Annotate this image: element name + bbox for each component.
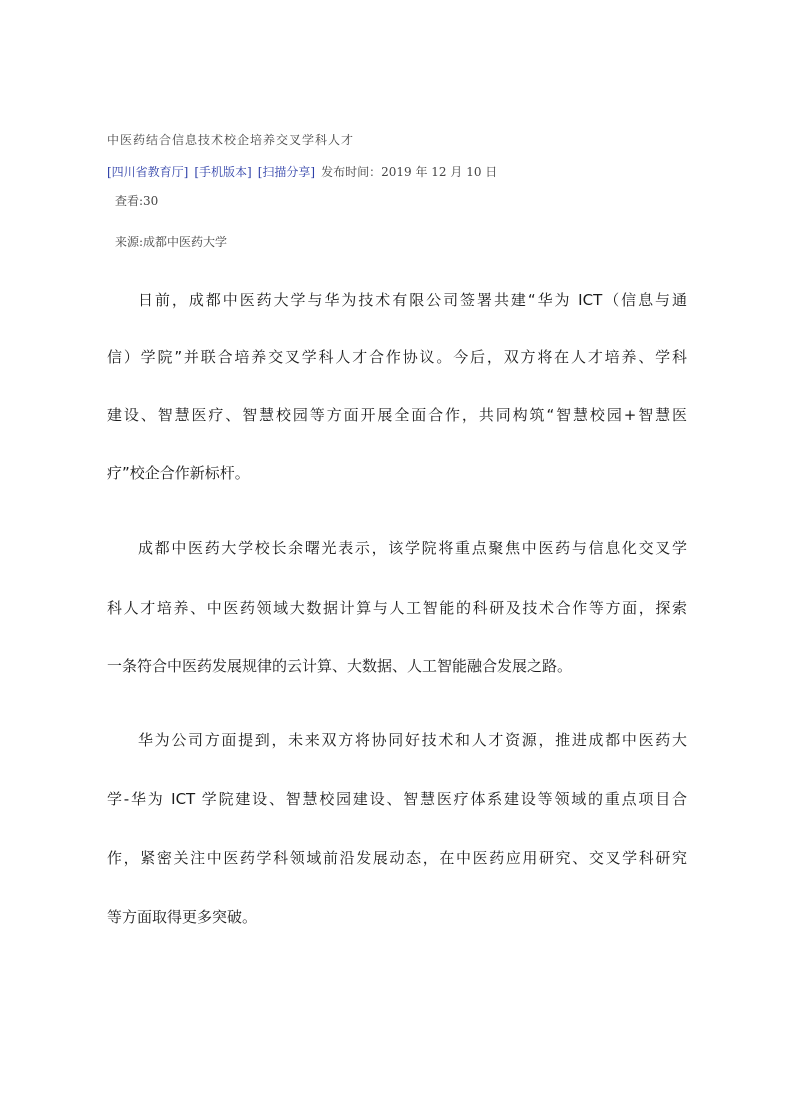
paragraph-2-line-2: 科人才培养、中医药领域大数据计算与人工智能的科研及技术合作等方面，探索 <box>107 599 687 617</box>
view-count: 查看:30 <box>115 194 159 208</box>
paragraph-3-line-3: 作，紧密关注中医药学科领域前沿发展动态，在中医药应用研究、交叉学科研究 <box>107 849 687 867</box>
article-source: 来源:成都中医药大学 <box>115 235 228 249</box>
scan-share-link[interactable]: [扫描分享] <box>257 165 316 179</box>
paragraph-3-line-2: 学-华为 ICT 学院建设、智慧校园建设、智慧医疗体系建设等领域的重点项目合 <box>107 790 687 808</box>
paragraph-1-line-3: 建设、智慧医疗、智慧校园等方面开展全面合作，共同构筑“智慧校园+智慧医 <box>107 406 687 424</box>
paragraph-2-line-1: 成都中医药大学校长余曙光表示，该学院将重点聚焦中医药与信息化交叉学 <box>138 539 687 557</box>
paragraph-3-line-4: 等方面取得更多突破。 <box>107 908 258 926</box>
paragraph-1-line-1: 日前，成都中医药大学与华为技术有限公司签署共建“华为 ICT（信息与通 <box>138 291 687 309</box>
source-link-sichuan-education[interactable]: [四川省教育厅] <box>107 165 189 179</box>
paragraph-1-line-2: 信）学院”并联合培养交叉学科人才合作协议。今后，双方将在人才培养、学科 <box>107 348 687 366</box>
mobile-version-link[interactable]: [手机版本] <box>194 165 252 179</box>
paragraph-1-line-4: 疗”校企合作新标杆。 <box>107 464 250 482</box>
paragraph-2-line-3: 一条符合中医药发展规律的云计算、大数据、人工智能融合发展之路。 <box>107 657 573 675</box>
article-title: 中医药结合信息技术校企培养交叉学科人才 <box>107 133 355 147</box>
publish-time: 发布时间：2019 年 12 月 10 日 <box>321 165 498 179</box>
paragraph-3-line-1: 华为公司方面提到，未来双方将协同好技术和人才资源，推进成都中医药大 <box>138 731 687 749</box>
article-meta <box>107 163 497 180</box>
